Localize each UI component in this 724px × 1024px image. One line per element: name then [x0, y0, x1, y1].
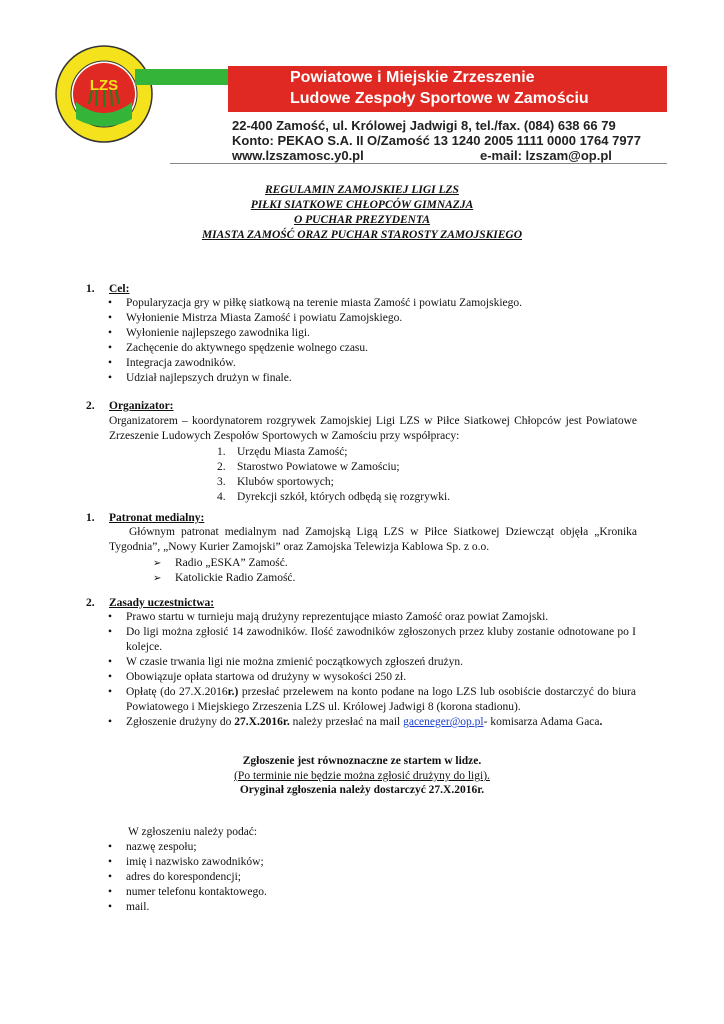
notice-line-2: (Po terminie nie będzie można zgłosić drużyny do ligi).	[234, 770, 490, 782]
list-item: ➢ Katolickie Radio Zamość.	[153, 571, 553, 586]
section-number-organizator: 2.	[86, 400, 95, 412]
title-line-3: O PUCHAR PREZYDENTA	[293, 214, 431, 226]
list-item: • adres do korespondencji;	[106, 870, 506, 885]
list-item: 4. Dyrekcji szkół, których odbędą się rozgrywki.	[217, 491, 451, 503]
section-number-zasady: 2.	[86, 597, 95, 609]
notice-line-1: Zgłoszenie jest równoznaczne ze startem w lidze.	[242, 755, 482, 767]
list-item: • Popularyzacja gry w piłkę siatkową na terenie miasta Zamość i powiatu Zamojskiego.	[106, 296, 646, 311]
address-line: 22-400 Zamość, ul. Królowej Jadwigi 8, tel./fax. (084) 638 66 79	[232, 118, 616, 133]
list-item: • Do ligi można zgłosić 14 zawodników. Ilość zawodników zgłoszonych przez kluby zostanie odnotowane po I kolejce.	[106, 625, 636, 655]
list-item: • nazwę zespołu;	[106, 840, 506, 855]
title-line-1: REGULAMIN ZAMOJSKIEJ LIGI LZS	[265, 184, 459, 196]
list-item: 3. Klubów sportowych;	[217, 476, 334, 488]
section-number-cel: 1.	[86, 283, 95, 295]
section-heading-organizator: Organizator:	[109, 400, 174, 412]
list-item: • Udział najlepszych drużyn w finale.	[106, 371, 646, 386]
notice-line-3: Oryginał zgłoszenia należy dostarczyć 27.X.2016r.	[239, 784, 485, 796]
section-number-patronat: 1.	[86, 512, 95, 524]
patronat-text: Głównym patronat medialnym nad Zamojską Ligą LZS w Piłce Siatkowej Dziewcząt objęła „Kronika Tygodnia”, „Nowy Kurier Zamojski” oraz Zamojska Telewizja Kablowa Sp. z o.o.	[109, 526, 637, 553]
list-item: • mail.	[106, 900, 506, 915]
organizator-list	[217, 445, 617, 505]
title-line-4: MIASTA ZAMOŚĆ ORAZ PUCHAR STAROSTY ZAMOJSKIEGO	[201, 229, 523, 241]
list-item: • Integracja zawodników.	[106, 356, 646, 371]
logo-text: LZS	[89, 77, 119, 94]
section-heading-cel: Cel:	[109, 283, 130, 295]
org-name-line2: Ludowe Zespoły Sportowe w Zamościu	[290, 90, 589, 107]
list-item: • Obowiązuje opłata startowa od drużyny w wysokości 250 zł.	[106, 670, 636, 685]
website: www.lzszamosc.y0.pl	[232, 148, 364, 163]
header-rule	[170, 163, 667, 164]
email-link[interactable]: gaceneger@op.pl	[403, 716, 484, 728]
title-line-2: PIŁKI SIATKOWE CHŁOPCÓW GIMNAZJA	[250, 199, 474, 211]
list-item: • Prawo startu w turnieju mają drużyny reprezentujące miasto Zamość oraz powiat Zamojski.	[106, 610, 636, 625]
list-item: • Opłatę (do 27.X.2016r.) przesłać przelewem na konto podane na logo LZS lub osobiście dostarczyć do biura Powiatowego i Miejskiego Zrzeszenia LZS ul. Królowej Jadwigi 8 (korona stadionu).	[106, 685, 636, 715]
section-heading-patronat: Patronat medialny:	[109, 512, 205, 524]
account-line: Konto: PEKAO S.A. II O/Zamość 13 1240 2005 1111 0000 1764 7977	[232, 133, 642, 148]
email: e-mail: lzszam@op.pl	[480, 148, 612, 163]
list-item: • Zgłoszenie drużyny do 27.X.2016r. należy przesłać na mail gaceneger@op.pl- komisarza Adama Gaca.	[106, 715, 636, 730]
list-item: • W czasie trwania ligi nie można zmienić początkowych zgłoszeń drużyn.	[106, 655, 636, 670]
list-item: • numer telefonu kontaktowego.	[106, 885, 506, 900]
lzs-logo	[54, 44, 154, 144]
org-name-line1: Powiatowe i Miejskie Zrzeszenie	[290, 69, 535, 86]
list-item: ➢ Radio „ESKA” Zamość.	[153, 556, 553, 571]
zgloszenie-list	[106, 840, 506, 915]
section-heading-zasady: Zasady uczestnictwa:	[109, 597, 215, 609]
list-item: 1. Urzędu Miasta Zamość;	[217, 446, 348, 458]
red-band	[228, 66, 667, 112]
patronat-list	[153, 556, 553, 586]
list-item: • Wyłonienie Mistrza Miasta Zamość i powiatu Zamojskiego.	[106, 311, 646, 326]
list-item: • Zachęcenie do aktywnego spędzenie wolnego czasu.	[106, 341, 646, 356]
zgloszenie-intro: W zgłoszeniu należy podać:	[128, 826, 258, 838]
list-item: • imię i nazwisko zawodników;	[106, 855, 506, 870]
zasady-list	[106, 610, 636, 730]
list-item: 2. Starostwo Powiatowe w Zamościu;	[217, 461, 400, 473]
list-item: • Wyłonienie najlepszego zawodnika ligi.	[106, 326, 646, 341]
organizator-text: Organizatorem – koordynatorem rozgrywek Zamojskiej Ligi LZS w Piłce Siatkowej Chłopców jest Powiatowe Zrzeszenie Ludowych Zespołów Sportowych w Zamościu przy współpracy:	[109, 415, 637, 442]
cel-list	[106, 296, 646, 386]
